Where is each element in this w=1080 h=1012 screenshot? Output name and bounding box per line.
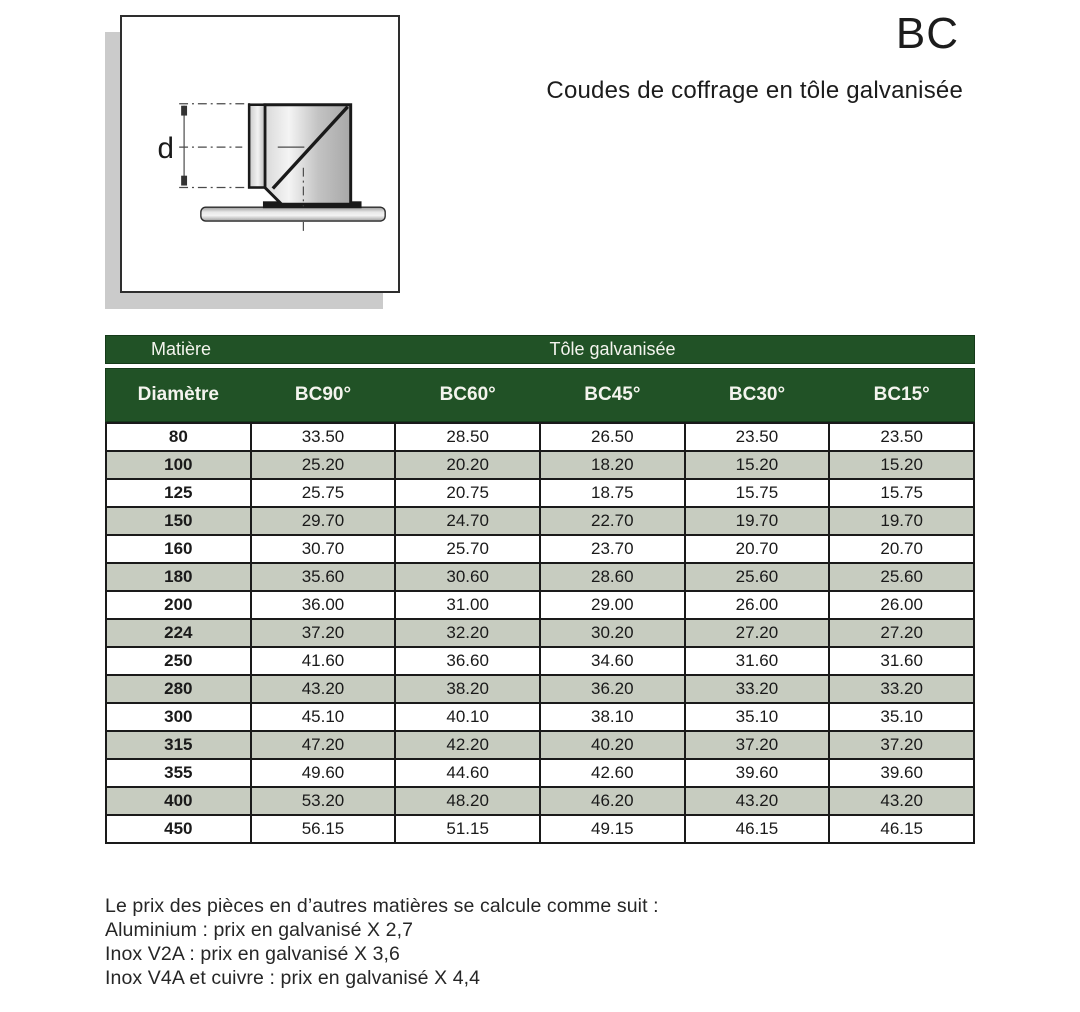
diameter-cell: 160 [106,535,251,563]
price-table [105,422,975,844]
table-row [106,535,974,563]
diameter-cell: 400 [106,787,251,815]
price-cell: 28.50 [395,423,540,451]
price-cell: 47.20 [251,731,396,759]
price-cell: 51.15 [395,815,540,843]
price-cell: 25.60 [685,563,830,591]
diameter-cell: 180 [106,563,251,591]
price-cell: 43.20 [251,675,396,703]
price-cell: 15.20 [829,451,974,479]
price-cell: 40.20 [540,731,685,759]
elbow-drawing [122,17,398,291]
price-cell: 33.20 [685,675,830,703]
page-title: BC [895,9,959,58]
price-cell: 25.75 [251,479,396,507]
price-cell: 15.20 [685,451,830,479]
price-cell: 25.60 [829,563,974,591]
table-row [106,731,974,759]
price-cell: 39.60 [685,759,830,787]
table-row [106,451,974,479]
footer-line-intro: Le prix des pièces en d’autres matières se calcule comme suit : [105,895,659,917]
price-cell: 40.10 [395,703,540,731]
price-cell: 29.70 [251,507,396,535]
price-cell: 38.20 [395,675,540,703]
price-cell: 43.20 [685,787,830,815]
price-cell: 31.60 [685,647,830,675]
price-cell: 37.20 [685,731,830,759]
price-cell: 25.20 [251,451,396,479]
price-cell: 15.75 [829,479,974,507]
price-table-body [106,423,974,843]
price-cell: 18.20 [540,451,685,479]
price-cell: 36.20 [540,675,685,703]
price-cell: 37.20 [251,619,396,647]
column-header-bc45: BC45° [584,384,641,405]
price-cell: 44.60 [395,759,540,787]
table-row [106,703,974,731]
diameter-cell: 280 [106,675,251,703]
footer-note [105,894,659,990]
table-row [106,787,974,815]
price-cell: 37.20 [829,731,974,759]
price-cell: 15.75 [685,479,830,507]
price-cell: 27.20 [685,619,830,647]
price-cell: 20.70 [829,535,974,563]
price-cell: 26.50 [540,423,685,451]
price-cell: 48.20 [395,787,540,815]
figure-box [120,15,400,293]
price-cell: 31.60 [829,647,974,675]
page-subtitle: Coudes de coffrage en tôle galvanisée [546,77,963,104]
price-cell: 49.15 [540,815,685,843]
column-header-band [105,368,975,422]
price-cell: 56.15 [251,815,396,843]
price-cell: 43.20 [829,787,974,815]
price-cell: 30.60 [395,563,540,591]
column-header-bc60: BC60° [439,384,496,405]
diameter-cell: 355 [106,759,251,787]
price-cell: 26.00 [829,591,974,619]
matiere-header: Matière [151,339,212,359]
price-cell: 36.60 [395,647,540,675]
table-row [106,423,974,451]
price-cell: 39.60 [829,759,974,787]
elbow-collar [249,105,265,188]
dimension-label: d [157,131,174,165]
diameter-cell: 224 [106,619,251,647]
column-header-bc15: BC15° [873,384,930,405]
price-cell: 49.60 [251,759,396,787]
price-cell: 42.20 [395,731,540,759]
price-cell: 46.15 [829,815,974,843]
price-cell: 33.20 [829,675,974,703]
price-cell: 27.20 [829,619,974,647]
diameter-cell: 80 [106,423,251,451]
price-cell: 30.20 [540,619,685,647]
price-cell: 41.60 [251,647,396,675]
price-cell: 35.10 [685,703,830,731]
column-header-bc30: BC30° [728,384,786,405]
dim-end-marker-top [181,106,187,116]
diameter-cell: 300 [106,703,251,731]
table-row [106,815,974,843]
diameter-cell: 450 [106,815,251,843]
column-header-bc90: BC90° [294,384,352,405]
price-cell: 34.60 [540,647,685,675]
price-cell: 20.75 [395,479,540,507]
price-cell: 45.10 [251,703,396,731]
price-cell: 29.00 [540,591,685,619]
price-cell: 25.70 [395,535,540,563]
price-cell: 19.70 [685,507,830,535]
table-row [106,563,974,591]
price-cell: 23.50 [829,423,974,451]
material-band [105,335,975,364]
tole-galvanisee-header: Tôle galvanisée [549,339,676,359]
price-cell: 38.10 [540,703,685,731]
price-cell: 35.60 [251,563,396,591]
price-cell: 22.70 [540,507,685,535]
price-cell: 42.60 [540,759,685,787]
price-cell: 46.15 [685,815,830,843]
dim-end-marker-bottom [181,176,187,186]
diameter-cell: 150 [106,507,251,535]
price-cell: 31.00 [395,591,540,619]
price-cell: 20.70 [685,535,830,563]
price-cell: 23.70 [540,535,685,563]
price-cell: 33.50 [251,423,396,451]
diameter-cell: 100 [106,451,251,479]
footer-line-inox-v2a: Inox V2A : prix en galvanisé X 3,6 [105,943,400,965]
price-cell: 35.10 [829,703,974,731]
footer-line-inox-v4a: Inox V4A et cuivre : prix en galvanisé X 4,4 [105,967,481,989]
price-cell: 30.70 [251,535,396,563]
diameter-cell: 200 [106,591,251,619]
price-cell: 19.70 [829,507,974,535]
price-cell: 20.20 [395,451,540,479]
price-cell: 18.75 [540,479,685,507]
table-row [106,619,974,647]
table-row [106,479,974,507]
flange-plate [201,207,385,221]
price-cell: 26.00 [685,591,830,619]
footer-line-aluminium: Aluminium : prix en galvanisé X 2,7 [105,919,414,941]
dimension-lines [179,104,250,188]
column-header-diametre: Diamètre [137,384,219,405]
table-row [106,675,974,703]
diameter-cell: 250 [106,647,251,675]
table-row [106,507,974,535]
table-row [106,647,974,675]
price-cell: 32.20 [395,619,540,647]
table-row [106,591,974,619]
price-cell: 36.00 [251,591,396,619]
price-cell: 28.60 [540,563,685,591]
price-cell: 23.50 [685,423,830,451]
table-row [106,759,974,787]
diameter-cell: 125 [106,479,251,507]
price-cell: 53.20 [251,787,396,815]
price-cell: 46.20 [540,787,685,815]
title-block [540,9,975,105]
price-table-section [105,335,975,844]
diameter-cell: 315 [106,731,251,759]
price-cell: 24.70 [395,507,540,535]
